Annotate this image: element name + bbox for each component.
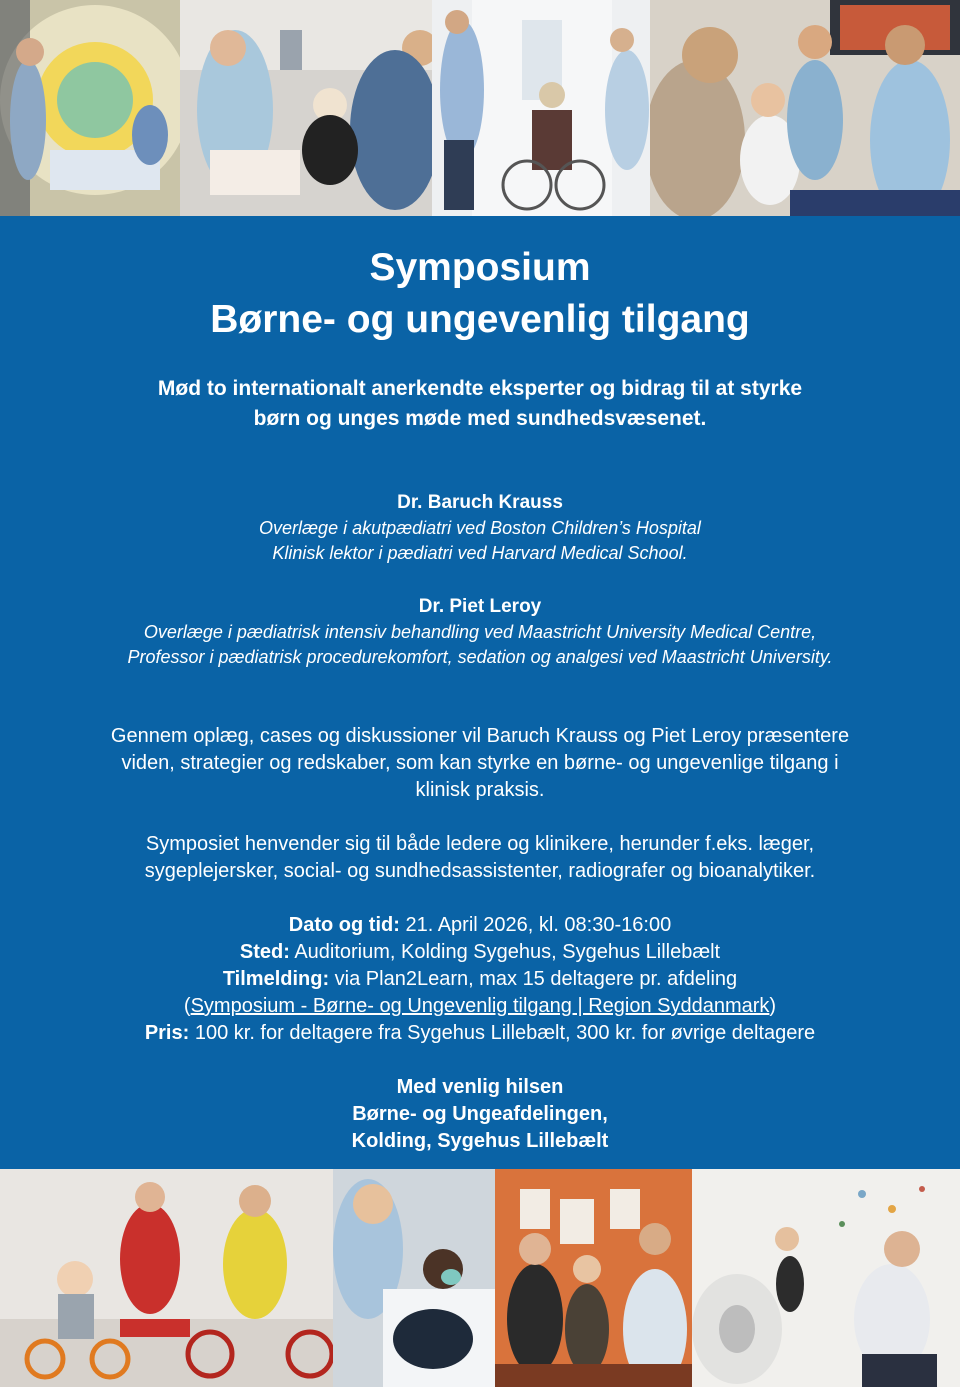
oxygen-mask-photo bbox=[333, 1169, 495, 1387]
speaker-krauss bbox=[0, 490, 960, 566]
paragraph-line: sygeplejersker, social- og sundhedsassistenter, radiografer og bioanalytiker. bbox=[144, 860, 816, 882]
tricycle-play-photo bbox=[0, 1169, 333, 1387]
closing-signature bbox=[0, 1074, 960, 1155]
signup-row bbox=[0, 966, 960, 993]
signup-value: via Plan2Learn, max 15 deltagere pr. afdeling bbox=[329, 968, 738, 990]
subtitle-line-1: Mød to internationalt anerkendte eksperter og bidrag til at styrke bbox=[157, 377, 803, 400]
family-consultation-photo bbox=[495, 1169, 692, 1387]
closing-line: Kolding, Sygehus Lillebælt bbox=[351, 1130, 609, 1152]
link-row bbox=[0, 993, 960, 1020]
paragraph-line: Symposiet henvender sig til både ledere og klinikere, herunder f.eks. læger, bbox=[145, 833, 815, 855]
closing-line: Børne- og Ungeafdelingen, bbox=[352, 1103, 608, 1125]
speaker-role: Overlæge i akutpædiatri ved Boston Children’s Hospital bbox=[259, 518, 701, 538]
paragraph-line: viden, strategier og redskaber, som kan styrke en børne- og ungevenlige tilgang i bbox=[121, 752, 839, 774]
speaker-leroy bbox=[0, 594, 960, 670]
top-photo-strip bbox=[0, 0, 960, 216]
page-title bbox=[0, 242, 960, 346]
subtitle-line-2: børn og unges møde med sundhedsvæsenet. bbox=[253, 407, 707, 430]
place-label: Sted: bbox=[239, 941, 290, 963]
paren-close: ) bbox=[769, 995, 777, 1017]
bottom-photo-strip bbox=[0, 1169, 960, 1387]
closing-line: Med venlig hilsen bbox=[396, 1076, 564, 1098]
paragraph-line: klinisk praksis. bbox=[415, 779, 545, 801]
subtitle bbox=[70, 374, 890, 434]
speaker-name: Dr. Baruch Krauss bbox=[397, 492, 563, 513]
date-row bbox=[0, 912, 960, 939]
mri-scanner-photo bbox=[0, 0, 180, 216]
place-row bbox=[0, 939, 960, 966]
place-value: Auditorium, Kolding Sygehus, Sygehus Lillebælt bbox=[289, 941, 721, 963]
date-value: 21. April 2026, kl. 08:30-16:00 bbox=[399, 914, 672, 936]
speaker-name: Dr. Piet Leroy bbox=[418, 596, 542, 617]
audience-paragraph bbox=[60, 831, 900, 885]
content-panel bbox=[0, 216, 960, 1169]
price-value: 100 kr. for deltagere fra Sygehus Lillebælt, 300 kr. for øvrige deltagere bbox=[189, 1022, 816, 1044]
event-details bbox=[0, 912, 960, 1047]
title-line-2: Børne- og ungevenlig tilgang bbox=[210, 298, 750, 341]
price-label: Pris: bbox=[144, 1022, 190, 1044]
mri-playroom-photo bbox=[692, 1169, 960, 1387]
paren-open: ( bbox=[183, 995, 191, 1017]
title-line-1: Symposium bbox=[369, 246, 591, 289]
date-label: Dato og tid: bbox=[288, 914, 400, 936]
signup-label: Tilmelding: bbox=[222, 968, 330, 990]
wheelchair-corridor-photo bbox=[432, 0, 650, 216]
speaker-role: Overlæge i pædiatrisk intensiv behandling ved Maastricht University Medical Centre, bbox=[143, 622, 817, 642]
speaker-role: Klinisk lektor i pædiatri ved Harvard Medical School. bbox=[272, 543, 688, 563]
price-row bbox=[0, 1020, 960, 1047]
paragraph-line: Gennem oplæg, cases og diskussioner vil Baruch Krauss og Piet Leroy præsentere bbox=[110, 725, 850, 747]
infusion-bedside-photo bbox=[180, 0, 432, 216]
intro-paragraph bbox=[60, 723, 900, 804]
consultation-photo bbox=[650, 0, 960, 216]
registration-link[interactable]: Symposium - Børne- og Ungevenlig tilgang | Region Syddanmark bbox=[190, 995, 770, 1017]
speaker-role: Professor i pædiatrisk procedurekomfort, sedation og analgesi ved Maastricht University. bbox=[127, 647, 833, 667]
